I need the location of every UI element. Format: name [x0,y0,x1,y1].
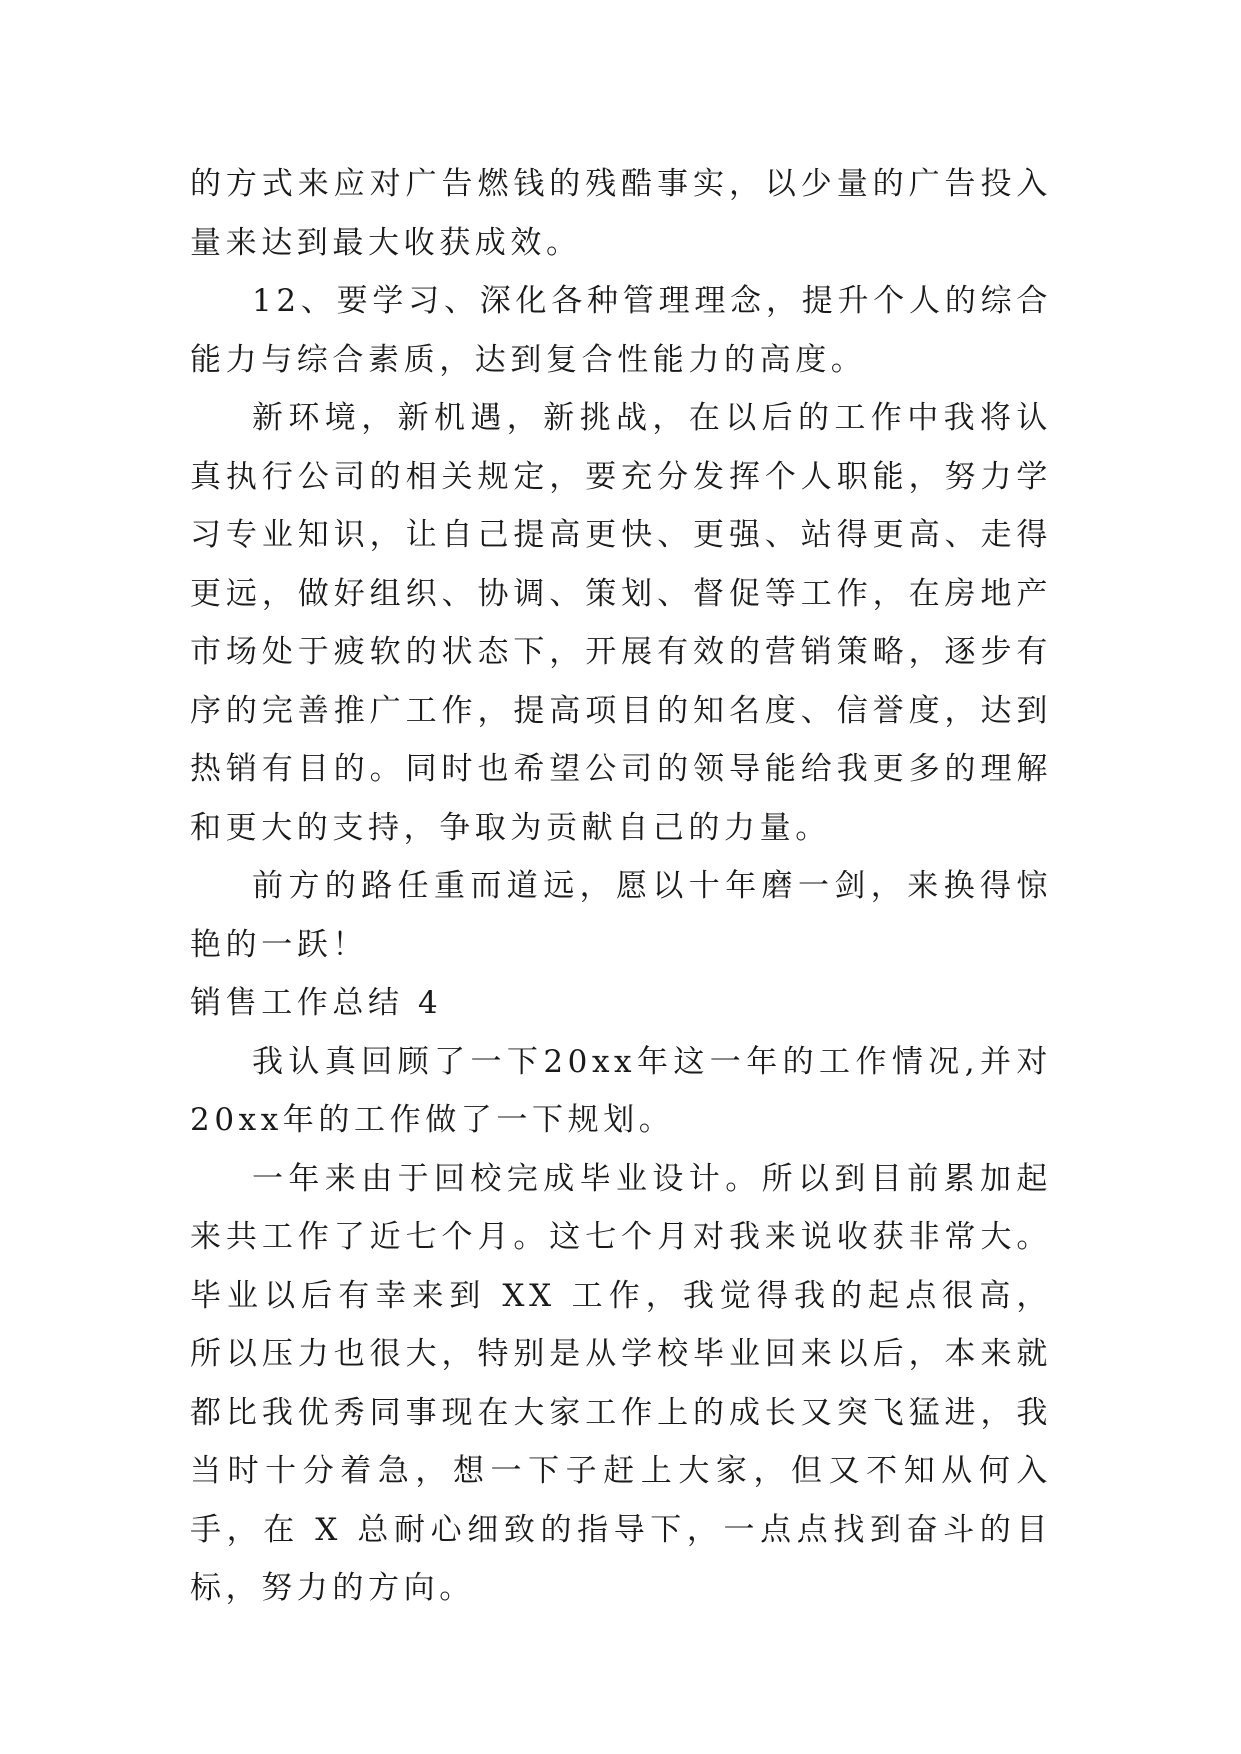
paragraph-ad-strategy: 的方式来应对广告燃钱的残酷事实，以少量的广告投入量来达到最大收获成效。 [190,166,1052,261]
document-body [190,155,1052,1618]
section-heading: 销售工作总结 4 [190,985,443,1021]
paragraph-review: 我认真回顾了一下20xx年这一年的工作情况,并对20xx年的工作做了一下规划。 [190,1043,1052,1138]
paragraph-item-12: 12、要学习、深化各种管理理念，提升个人的综合能力与综合素质，达到复合性能力的高度。 [190,283,1052,378]
paragraph-new-environment: 新环境，新机遇，新挑战，在以后的工作中我将认真执行公司的相关规定，要充分发挥个人职能，努力学习专业知识，让自己提高更快、更强、站得更高、走得更远，做好组织、协调、策划、督促等工作，在房地产市场处于疲软的状态下，开展有效的营销策略，逐步有序的完善推广工作，提高项目的知名度、信誉度，达到热销有目的。同时也希望公司的领导能给我更多的理解和更大的支持，争取为贡献自己的力量。 [190,400,1052,846]
paragraph-road-ahead: 前方的路任重而道远，愿以十年磨一剑，来换得惊艳的一跃！ [190,868,1052,963]
paragraph-year-summary: 一年来由于回校完成毕业设计。所以到目前累加起来共工作了近七个月。这七个月对我来说收获非常大。毕业以后有幸来到 XX 工作，我觉得我的起点很高，所以压力也很大，特别是从学校毕业回来以后，本来就都比我优秀同事现在大家工作上的成长又突飞猛进，我当时十分着急，想一下子赶上大家，但又不知从何入手，在 X 总耐心细致的指导下，一点点找到奋斗的目标，努力的方向。 [190,1160,1052,1606]
